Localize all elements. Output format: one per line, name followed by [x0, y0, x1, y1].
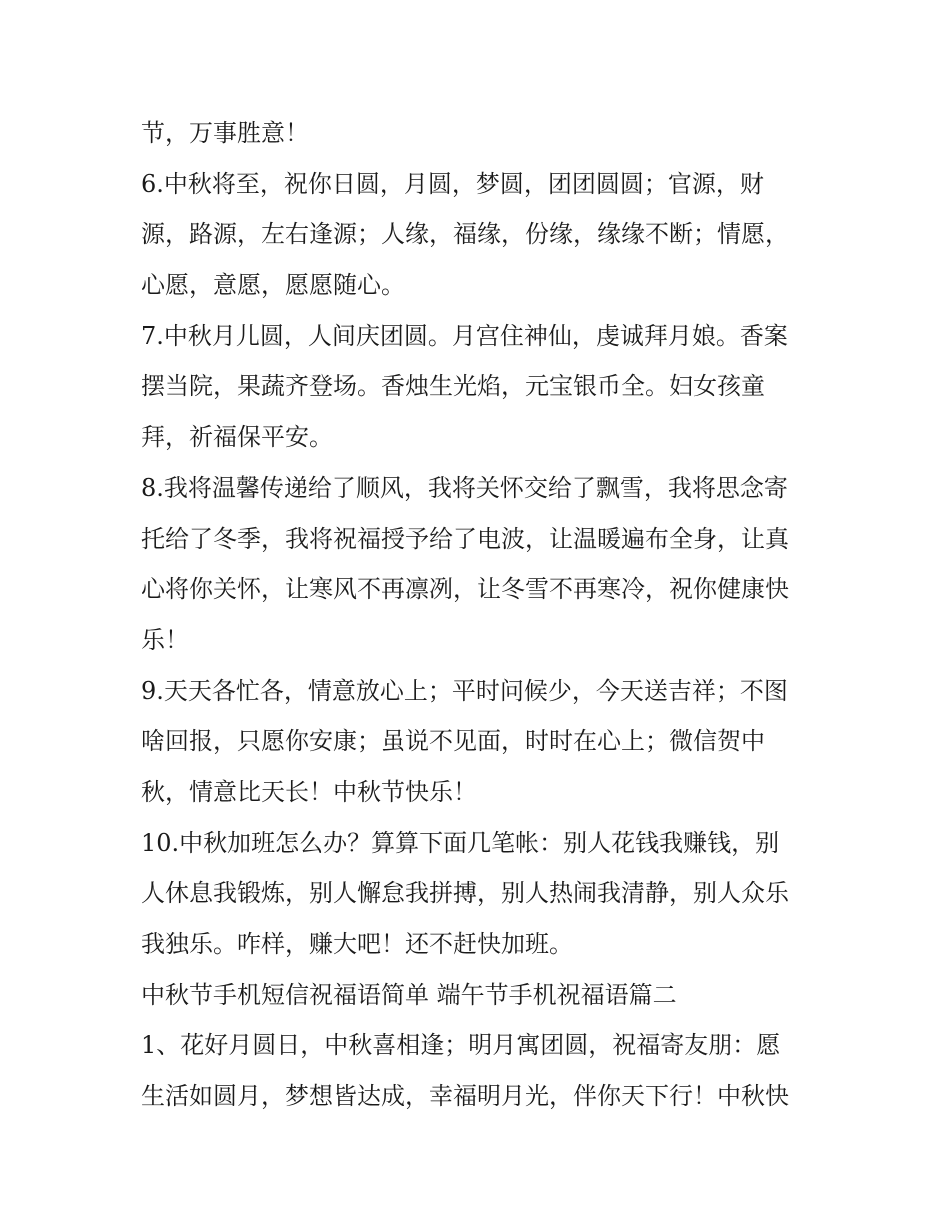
text-line: 7.中秋月儿圆，人间庆团圆。月宫住神仙，虔诚拜月娘。香案	[141, 321, 788, 350]
text-line: 10.中秋加班怎么办？算算下面几笔帐：别人花钱我赚钱，别	[141, 828, 780, 857]
text-line: 1、花好月圆日，中秋喜相逢；明月寓团圆，祝福寄友朋：愿	[141, 1031, 781, 1060]
text-line: 托给了冬季，我将祝福授予给了电波，让温暖遍布全身，让真	[141, 524, 789, 553]
text-line: 拜，祈福保平安。	[141, 423, 333, 452]
section-heading: 中秋节手机短信祝福语简单 端午节手机祝福语篇二	[141, 980, 677, 1009]
text-line: 啥回报，只愿你安康；虽说不见面，时时在心上；微信贺中	[141, 727, 765, 756]
text-line: 生活如圆月，梦想皆达成，幸福明月光，伴你天下行！中秋快	[141, 1082, 789, 1111]
text-line: 人休息我锻炼，别人懈怠我拼搏，别人热闹我清静，别人众乐	[141, 879, 789, 908]
document-body	[141, 108, 821, 1122]
text-line: 心将你关怀，让寒风不再凛冽，让冬雪不再寒冷，祝你健康快	[141, 575, 789, 604]
text-line: 节，万事胜意！	[141, 119, 309, 147]
text-line: 9.天天各忙各，情意放心上；平时问候少，今天送吉祥；不图	[141, 676, 788, 705]
text-line: 8.我将温馨传递给了顺风，我将关怀交给了飘雪，我将思念寄	[141, 473, 788, 502]
text-line: 我独乐。咋样，赚大吧！还不赶快加班。	[141, 930, 573, 958]
text-line: 源，路源，左右逢源；人缘，福缘，份缘，缘缘不断；情愿，	[141, 220, 789, 249]
text-line: 6.中秋将至，祝你日圆，月圆，梦圆，团团圆圆；官源，财	[141, 169, 764, 198]
text-line: 摆当院，果蔬齐登场。香烛生光焰，元宝银币全。妇女孩童	[141, 372, 765, 401]
text-line: 心愿，意愿，愿愿随心。	[141, 271, 405, 300]
text-line: 秋，情意比天长！中秋节快乐！	[141, 777, 477, 806]
text-line: 乐！	[141, 625, 189, 654]
